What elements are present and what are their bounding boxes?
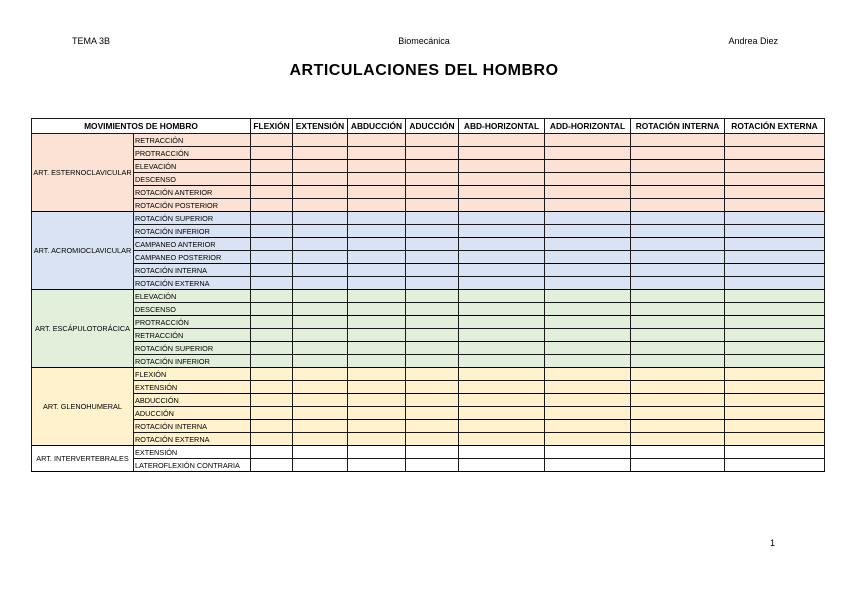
answer-cell[interactable] (545, 134, 631, 147)
answer-cell[interactable] (545, 394, 631, 407)
answer-cell[interactable] (348, 160, 406, 173)
answer-cell[interactable] (293, 381, 348, 394)
table-row (32, 251, 825, 264)
table-row (32, 277, 825, 290)
answer-cell[interactable] (293, 316, 348, 329)
answer-cell[interactable] (725, 160, 825, 173)
table-row (32, 147, 825, 160)
answer-cell[interactable] (725, 407, 825, 420)
answer-cell[interactable] (725, 173, 825, 186)
answer-cell[interactable] (459, 329, 545, 342)
answer-cell[interactable] (293, 186, 348, 199)
joint-group-label: ART. ESTERNOCLAVICULAR (32, 134, 134, 212)
answer-cell[interactable] (406, 264, 459, 277)
answer-cell[interactable] (459, 316, 545, 329)
column-header-rotacion-externa: ROTACIÓN EXTERNA (725, 119, 825, 134)
movement-cell: LATEROFLEXIÓN CONTRARIA (134, 459, 251, 472)
answer-cell[interactable] (348, 147, 406, 160)
answer-cell[interactable] (348, 277, 406, 290)
answer-cell[interactable] (459, 264, 545, 277)
answer-cell[interactable] (293, 134, 348, 147)
answer-cell[interactable] (631, 407, 725, 420)
answer-cell[interactable] (545, 433, 631, 446)
table-row (32, 433, 825, 446)
answer-cell[interactable] (348, 420, 406, 433)
answer-cell[interactable] (459, 355, 545, 368)
shoulder-movements-table (31, 118, 825, 472)
answer-cell[interactable] (348, 407, 406, 420)
answer-cell[interactable] (459, 368, 545, 381)
table-row (32, 186, 825, 199)
answer-cell[interactable] (631, 160, 725, 173)
joint-group-label: ART. ACROMIOCLAVICULAR (32, 212, 134, 290)
answer-cell[interactable] (348, 342, 406, 355)
answer-cell[interactable] (631, 199, 725, 212)
answer-cell[interactable] (459, 290, 545, 303)
answer-cell[interactable] (545, 355, 631, 368)
table-row (32, 407, 825, 420)
answer-cell[interactable] (293, 238, 348, 251)
answer-cell[interactable] (545, 303, 631, 316)
answer-cell[interactable] (251, 199, 293, 212)
answer-cell[interactable] (251, 381, 293, 394)
answer-cell[interactable] (251, 303, 293, 316)
answer-cell[interactable] (545, 173, 631, 186)
answer-cell[interactable] (631, 342, 725, 355)
answer-cell[interactable] (459, 381, 545, 394)
joint-group-label: ART. GLENOHUMERAL (32, 368, 134, 446)
answer-cell[interactable] (251, 212, 293, 225)
answer-cell[interactable] (545, 199, 631, 212)
answer-cell[interactable] (348, 329, 406, 342)
answer-cell[interactable] (406, 381, 459, 394)
answer-cell[interactable] (631, 355, 725, 368)
answer-cell[interactable] (251, 329, 293, 342)
header-right: Andrea Diez (728, 36, 778, 46)
table-row (32, 303, 825, 316)
answer-cell[interactable] (459, 407, 545, 420)
table-row (32, 199, 825, 212)
answer-cell[interactable] (406, 160, 459, 173)
table-row (32, 368, 825, 381)
movement-cell: ROTACIÓN EXTERNA (134, 433, 251, 446)
answer-cell[interactable] (251, 407, 293, 420)
movement-cell: PROTRACCIÓN (134, 147, 251, 160)
header-center: Biomecánica (398, 36, 450, 46)
answer-cell[interactable] (251, 225, 293, 238)
table-row (32, 342, 825, 355)
answer-cell[interactable] (459, 147, 545, 160)
answer-cell[interactable] (459, 186, 545, 199)
answer-cell[interactable] (406, 303, 459, 316)
answer-cell[interactable] (406, 199, 459, 212)
answer-cell[interactable] (406, 277, 459, 290)
answer-cell[interactable] (725, 199, 825, 212)
answer-cell[interactable] (725, 459, 825, 472)
answer-cell[interactable] (459, 420, 545, 433)
answer-cell[interactable] (348, 290, 406, 303)
answer-cell[interactable] (406, 368, 459, 381)
answer-cell[interactable] (725, 433, 825, 446)
answer-cell[interactable] (348, 368, 406, 381)
answer-cell[interactable] (406, 134, 459, 147)
answer-cell[interactable] (631, 134, 725, 147)
answer-cell[interactable] (459, 446, 545, 459)
answer-cell[interactable] (631, 212, 725, 225)
answer-cell[interactable] (251, 290, 293, 303)
answer-cell[interactable] (348, 433, 406, 446)
answer-cell[interactable] (631, 147, 725, 160)
answer-cell[interactable] (545, 251, 631, 264)
answer-cell[interactable] (251, 420, 293, 433)
answer-cell[interactable] (348, 394, 406, 407)
answer-cell[interactable] (348, 381, 406, 394)
movement-cell: ROTACIÓN INTERNA (134, 420, 251, 433)
answer-cell[interactable] (545, 342, 631, 355)
answer-cell[interactable] (348, 355, 406, 368)
answer-cell[interactable] (631, 446, 725, 459)
answer-cell[interactable] (251, 134, 293, 147)
answer-cell[interactable] (725, 303, 825, 316)
answer-cell[interactable] (725, 355, 825, 368)
answer-cell[interactable] (725, 238, 825, 251)
movement-cell: DESCENSO (134, 303, 251, 316)
answer-cell[interactable] (725, 147, 825, 160)
answer-cell[interactable] (251, 251, 293, 264)
answer-cell[interactable] (293, 147, 348, 160)
answer-cell[interactable] (293, 368, 348, 381)
answer-cell[interactable] (348, 446, 406, 459)
table-row (32, 290, 825, 303)
answer-cell[interactable] (545, 238, 631, 251)
answer-cell[interactable] (251, 264, 293, 277)
answer-cell[interactable] (406, 251, 459, 264)
answer-cell[interactable] (725, 420, 825, 433)
movement-cell: EXTENSIÓN (134, 446, 251, 459)
answer-cell[interactable] (545, 290, 631, 303)
answer-cell[interactable] (631, 186, 725, 199)
column-header-rotacion-interna: ROTACIÓN INTERNA (631, 119, 725, 134)
answer-cell[interactable] (545, 212, 631, 225)
answer-cell[interactable] (251, 173, 293, 186)
table-row (32, 394, 825, 407)
answer-cell[interactable] (545, 160, 631, 173)
table-row (32, 160, 825, 173)
answer-cell[interactable] (293, 251, 348, 264)
movement-cell: ROTACIÓN INFERIOR (134, 355, 251, 368)
answer-cell[interactable] (348, 316, 406, 329)
answer-cell[interactable] (293, 199, 348, 212)
answer-cell[interactable] (406, 212, 459, 225)
answer-cell[interactable] (251, 368, 293, 381)
answer-cell[interactable] (406, 407, 459, 420)
answer-cell[interactable] (631, 303, 725, 316)
column-header-movements: MOVIMIENTOS DE HOMBRO (32, 119, 251, 134)
answer-cell[interactable] (725, 264, 825, 277)
movement-cell: ROTACIÓN POSTERIOR (134, 199, 251, 212)
movement-cell: FLEXIÓN (134, 368, 251, 381)
answer-cell[interactable] (631, 459, 725, 472)
answer-cell[interactable] (545, 368, 631, 381)
answer-cell[interactable] (251, 186, 293, 199)
answer-cell[interactable] (459, 459, 545, 472)
answer-cell[interactable] (545, 329, 631, 342)
movement-cell: ROTACIÓN EXTERNA (134, 277, 251, 290)
answer-cell[interactable] (725, 277, 825, 290)
table-row (32, 329, 825, 342)
movement-cell: ELEVACIÓN (134, 160, 251, 173)
table-body (32, 134, 825, 472)
answer-cell[interactable] (406, 459, 459, 472)
answer-cell[interactable] (545, 225, 631, 238)
table-row (32, 212, 825, 225)
answer-cell[interactable] (459, 394, 545, 407)
answer-cell[interactable] (459, 238, 545, 251)
answer-cell[interactable] (293, 394, 348, 407)
answer-cell[interactable] (293, 160, 348, 173)
answer-cell[interactable] (631, 290, 725, 303)
answer-cell[interactable] (459, 303, 545, 316)
answer-cell[interactable] (348, 238, 406, 251)
answer-cell[interactable] (631, 225, 725, 238)
answer-cell[interactable] (725, 251, 825, 264)
answer-cell[interactable] (459, 277, 545, 290)
table-row (32, 420, 825, 433)
answer-cell[interactable] (631, 173, 725, 186)
answer-cell[interactable] (459, 173, 545, 186)
answer-cell[interactable] (631, 264, 725, 277)
answer-cell[interactable] (459, 134, 545, 147)
answer-cell[interactable] (348, 199, 406, 212)
answer-cell[interactable] (406, 316, 459, 329)
answer-cell[interactable] (348, 173, 406, 186)
movement-cell: ABDUCCIÓN (134, 394, 251, 407)
answer-cell[interactable] (251, 446, 293, 459)
answer-cell[interactable] (459, 342, 545, 355)
answer-cell[interactable] (406, 329, 459, 342)
answer-cell[interactable] (406, 446, 459, 459)
answer-cell[interactable] (725, 368, 825, 381)
column-header-flexion: FLEXIÓN (251, 119, 293, 134)
answer-cell[interactable] (406, 238, 459, 251)
answer-cell[interactable] (631, 316, 725, 329)
movement-cell: PROTRACCIÓN (134, 316, 251, 329)
answer-cell[interactable] (293, 342, 348, 355)
answer-cell[interactable] (251, 355, 293, 368)
column-header-extension: EXTENSIÓN (293, 119, 348, 134)
movement-cell: ROTACIÓN SUPERIOR (134, 212, 251, 225)
answer-cell[interactable] (725, 290, 825, 303)
answer-cell[interactable] (631, 277, 725, 290)
answer-cell[interactable] (348, 186, 406, 199)
answer-cell[interactable] (348, 225, 406, 238)
table-row (32, 381, 825, 394)
answer-cell[interactable] (293, 329, 348, 342)
answer-cell[interactable] (459, 160, 545, 173)
answer-cell[interactable] (459, 212, 545, 225)
answer-cell[interactable] (545, 147, 631, 160)
answer-cell[interactable] (631, 238, 725, 251)
answer-cell[interactable] (725, 212, 825, 225)
table-row (32, 316, 825, 329)
movement-cell: CAMPANEO ANTERIOR (134, 238, 251, 251)
answer-cell[interactable] (545, 381, 631, 394)
answer-cell[interactable] (348, 459, 406, 472)
answer-cell[interactable] (293, 433, 348, 446)
answer-cell[interactable] (406, 225, 459, 238)
answer-cell[interactable] (545, 407, 631, 420)
answer-cell[interactable] (348, 251, 406, 264)
movement-cell: DESCENSO (134, 173, 251, 186)
answer-cell[interactable] (251, 277, 293, 290)
answer-cell[interactable] (545, 446, 631, 459)
table-row (32, 173, 825, 186)
answer-cell[interactable] (545, 186, 631, 199)
page-title: ARTICULACIONES DEL HOMBRO (289, 62, 559, 79)
answer-cell[interactable] (251, 394, 293, 407)
movement-cell: ADUCCIÓN (134, 407, 251, 420)
answer-cell[interactable] (293, 290, 348, 303)
movement-cell: ROTACIÓN SUPERIOR (134, 342, 251, 355)
answer-cell[interactable] (406, 173, 459, 186)
movement-cell: ELEVACIÓN (134, 290, 251, 303)
movement-cell: EXTENSIÓN (134, 381, 251, 394)
table-row (32, 355, 825, 368)
answer-cell[interactable] (459, 199, 545, 212)
column-header-aduccion: ADUCCIÓN (406, 119, 459, 134)
answer-cell[interactable] (725, 134, 825, 147)
answer-cell[interactable] (406, 186, 459, 199)
answer-cell[interactable] (406, 342, 459, 355)
answer-cell[interactable] (631, 329, 725, 342)
answer-cell[interactable] (459, 225, 545, 238)
answer-cell[interactable] (293, 303, 348, 316)
answer-cell[interactable] (545, 264, 631, 277)
answer-cell[interactable] (293, 446, 348, 459)
table-row (32, 134, 825, 147)
page-number: 1 (770, 538, 776, 548)
movement-cell: ROTACIÓN INTERNA (134, 264, 251, 277)
answer-cell[interactable] (631, 433, 725, 446)
answer-cell[interactable] (725, 342, 825, 355)
answer-cell[interactable] (725, 329, 825, 342)
answer-cell[interactable] (348, 212, 406, 225)
movement-cell: ROTACIÓN ANTERIOR (134, 186, 251, 199)
answer-cell[interactable] (251, 238, 293, 251)
movement-cell: RETRACCIÓN (134, 134, 251, 147)
answer-cell[interactable] (251, 459, 293, 472)
answer-cell[interactable] (631, 368, 725, 381)
answer-cell[interactable] (406, 433, 459, 446)
joint-group-label: ART. INTERVERTEBRALES (32, 446, 134, 472)
answer-cell[interactable] (251, 147, 293, 160)
answer-cell[interactable] (459, 251, 545, 264)
answer-cell[interactable] (725, 381, 825, 394)
table-row (32, 446, 825, 459)
answer-cell[interactable] (459, 433, 545, 446)
answer-cell[interactable] (293, 420, 348, 433)
answer-cell[interactable] (251, 433, 293, 446)
answer-cell[interactable] (406, 147, 459, 160)
table-row (32, 225, 825, 238)
answer-cell[interactable] (293, 355, 348, 368)
answer-cell[interactable] (251, 316, 293, 329)
answer-cell[interactable] (631, 394, 725, 407)
joint-group-label: ART. ESCÁPULOTORÁCICA (32, 290, 134, 368)
movement-cell: CAMPANEO POSTERIOR (134, 251, 251, 264)
answer-cell[interactable] (631, 381, 725, 394)
answer-cell[interactable] (293, 264, 348, 277)
answer-cell[interactable] (406, 355, 459, 368)
answer-cell[interactable] (293, 277, 348, 290)
table-row (32, 459, 825, 472)
answer-cell[interactable] (406, 420, 459, 433)
answer-cell[interactable] (545, 420, 631, 433)
answer-cell[interactable] (545, 316, 631, 329)
answer-cell[interactable] (631, 251, 725, 264)
answer-cell[interactable] (293, 173, 348, 186)
answer-cell[interactable] (251, 160, 293, 173)
answer-cell[interactable] (406, 290, 459, 303)
movement-cell: RETRACCIÓN (134, 329, 251, 342)
column-header-abduccion: ABDUCCIÓN (348, 119, 406, 134)
answer-cell[interactable] (293, 212, 348, 225)
answer-cell[interactable] (725, 316, 825, 329)
answer-cell[interactable] (348, 303, 406, 316)
answer-cell[interactable] (545, 459, 631, 472)
answer-cell[interactable] (406, 394, 459, 407)
answer-cell[interactable] (725, 225, 825, 238)
answer-cell[interactable] (251, 342, 293, 355)
answer-cell[interactable] (545, 277, 631, 290)
table-row (32, 238, 825, 251)
header-left: TEMA 3B (72, 36, 111, 46)
table-header-row (32, 119, 825, 134)
answer-cell[interactable] (725, 186, 825, 199)
answer-cell[interactable] (631, 420, 725, 433)
answer-cell[interactable] (293, 225, 348, 238)
answer-cell[interactable] (725, 394, 825, 407)
column-header-add-horizontal: ADD-HORIZONTAL (545, 119, 631, 134)
answer-cell[interactable] (293, 407, 348, 420)
answer-cell[interactable] (725, 446, 825, 459)
movement-cell: ROTACIÓN INFERIOR (134, 225, 251, 238)
answer-cell[interactable] (348, 264, 406, 277)
column-header-abd-horizontal: ABD-HORIZONTAL (459, 119, 545, 134)
answer-cell[interactable] (348, 134, 406, 147)
table-row (32, 264, 825, 277)
answer-cell[interactable] (293, 459, 348, 472)
